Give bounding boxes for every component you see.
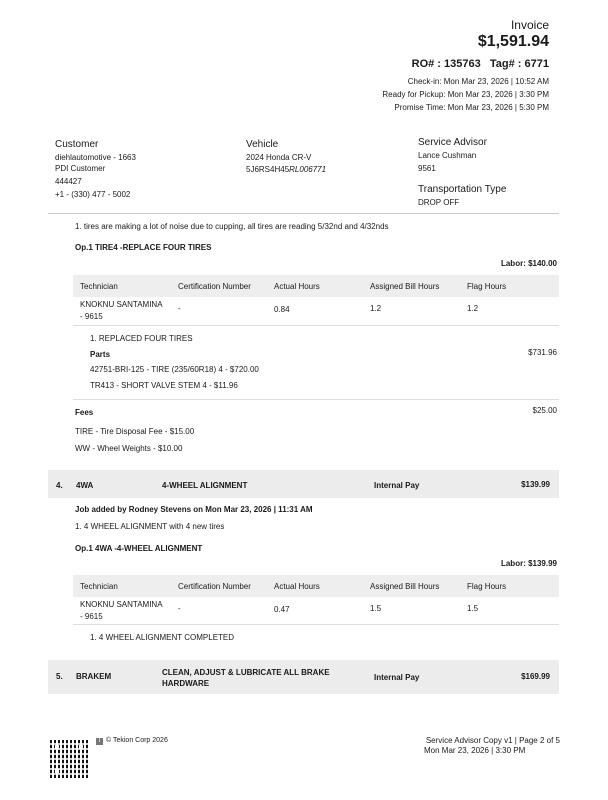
footer-copy-info: Service Advisor Copy v1 | Page 2 of 5 <box>425 736 560 745</box>
vin-prefix: 5J6RS4H45 <box>246 165 290 174</box>
job5-code: BRAKEM <box>76 672 112 681</box>
col-flag-hours: Flag Hours <box>467 282 507 291</box>
job4-op-title: Op.1 4WA -4-WHEEL ALIGNMENT <box>75 544 203 553</box>
job3-flag: 1.2 <box>467 304 479 313</box>
vehicle-model: 2024 Honda CR-V <box>246 153 312 162</box>
job4-correction: 1. 4 WHEEL ALIGNMENT COMPLETED <box>90 633 235 642</box>
advisor-label: Service Advisor <box>418 137 487 148</box>
job4-assigned: 1.5 <box>370 604 382 613</box>
col-actual-hours: Actual Hours <box>274 282 320 291</box>
job4-amount: $139.99 <box>521 480 550 489</box>
job4-pay: Internal Pay <box>374 481 420 490</box>
job3-parts-divider <box>73 399 559 400</box>
job3-assigned: 1.2 <box>370 304 382 313</box>
job4-number: 4. <box>56 481 63 490</box>
customer-name: diehlautomotive - 1663 <box>55 153 136 162</box>
job4-row[interactable] <box>48 470 559 498</box>
col-actual-hours: Actual Hours <box>274 582 320 591</box>
job4-added-by: Job added by Rodney Stevens on Mon Mar 23, 2026 | 11:31 AM <box>75 505 313 514</box>
invoice-title: Invoice <box>510 18 549 32</box>
job4-flag: 1.5 <box>467 604 479 613</box>
advisor-id: 9561 <box>418 164 436 173</box>
vehicle-label: Vehicle <box>246 139 279 150</box>
header-divider <box>48 213 559 214</box>
vehicle-vin <box>246 165 326 174</box>
job3-part-1: 42751-BRI-125 - TIRE (235/60R18) 4 - $720.00 <box>90 365 259 374</box>
check-in-time: Check-in: Mon Mar 23, 2026 | 10:52 AM <box>407 77 549 86</box>
job3-fee-1: TIRE - Tire Disposal Fee - $15.00 <box>75 427 195 436</box>
job5-desc: CLEAN, ADJUST & LUBRICATE ALL BRAKE HARDWARE <box>162 668 330 688</box>
job5-amount: $169.99 <box>521 672 550 681</box>
promise-time: Promise Time: Mon Mar 23, 2026 | 5:30 PM <box>394 103 549 112</box>
col-assigned-hours: Assigned Bill Hours <box>370 582 440 591</box>
job4-cert: - <box>178 604 181 613</box>
col-technician: Technician <box>80 582 118 591</box>
job4-table-divider <box>73 624 559 625</box>
transportation-label: Transportation Type <box>418 184 507 195</box>
job3-concern: 1. tires are making a lot of noise due to cupping, all tires are reading 5/32nd and 4/32nds <box>75 222 389 231</box>
tekion-logo-icon: T <box>97 738 102 744</box>
job4-desc: 4-WHEEL ALIGNMENT <box>162 481 248 490</box>
qr-code-texture <box>50 740 88 778</box>
job4-concern: 1. 4 WHEEL ALIGNMENT with 4 new tires <box>75 522 225 531</box>
ready-for-pickup-time: Ready for Pickup: Mon Mar 23, 2026 | 3:30 PM <box>382 90 549 99</box>
col-certification: Certification Number <box>178 582 251 591</box>
col-technician: Technician <box>80 282 118 291</box>
advisor-name: Lance Cushman <box>418 151 477 160</box>
job3-table-divider <box>73 325 559 326</box>
customer-phone: +1 - (330) 477 - 5002 <box>55 190 131 199</box>
job3-parts-label: Parts <box>90 350 111 359</box>
col-assigned-hours: Assigned Bill Hours <box>370 282 440 291</box>
job3-actual: 0.84 <box>274 305 290 314</box>
job5-pay: Internal Pay <box>374 673 420 682</box>
job4-code: 4WA <box>76 481 94 490</box>
job3-fees-label: Fees <box>75 408 94 417</box>
ro-tag-line: RO# : 135763 Tag# : 6771 <box>411 58 549 70</box>
footer-copyright: © Tekion Corp 2026 <box>106 737 168 744</box>
footer-printed-time: Mon Mar 23, 2026 | 3:30 PM <box>424 746 526 755</box>
job3-part-2: TR413 - SHORT VALVE STEM 4 - $11.96 <box>90 381 238 390</box>
job3-fees-total: $25.00 <box>532 406 557 415</box>
job4-actual: 0.47 <box>274 605 290 614</box>
customer-id: 444427 <box>55 177 82 186</box>
transportation-value: DROP OFF <box>418 198 460 207</box>
job3-cert: - <box>178 304 181 313</box>
col-flag-hours: Flag Hours <box>467 582 507 591</box>
customer-label: Customer <box>55 139 99 150</box>
job4-tech-name: KNOKNU SANTAMINA - 9615 <box>80 600 163 621</box>
job3-op-title: Op.1 TIRE4 -REPLACE FOUR TIRES <box>75 243 212 252</box>
job3-fee-2: WW - Wheel Weights - $10.00 <box>75 444 183 453</box>
job3-correction: 1. REPLACED FOUR TIRES <box>90 334 193 343</box>
job4-labor: Labor: $139.99 <box>500 559 557 568</box>
job3-tech-name: KNOKNU SANTAMINA - 9615 <box>80 300 163 321</box>
job5-number: 5. <box>56 672 63 681</box>
invoice-total: $1,591.94 <box>477 33 549 50</box>
customer-type: PDI Customer <box>55 164 106 173</box>
job3-labor: Labor: $140.00 <box>500 259 557 268</box>
job3-parts-total: $731.96 <box>528 348 557 357</box>
vin-suffix: RL006771 <box>289 165 327 174</box>
col-certification: Certification Number <box>178 282 251 291</box>
